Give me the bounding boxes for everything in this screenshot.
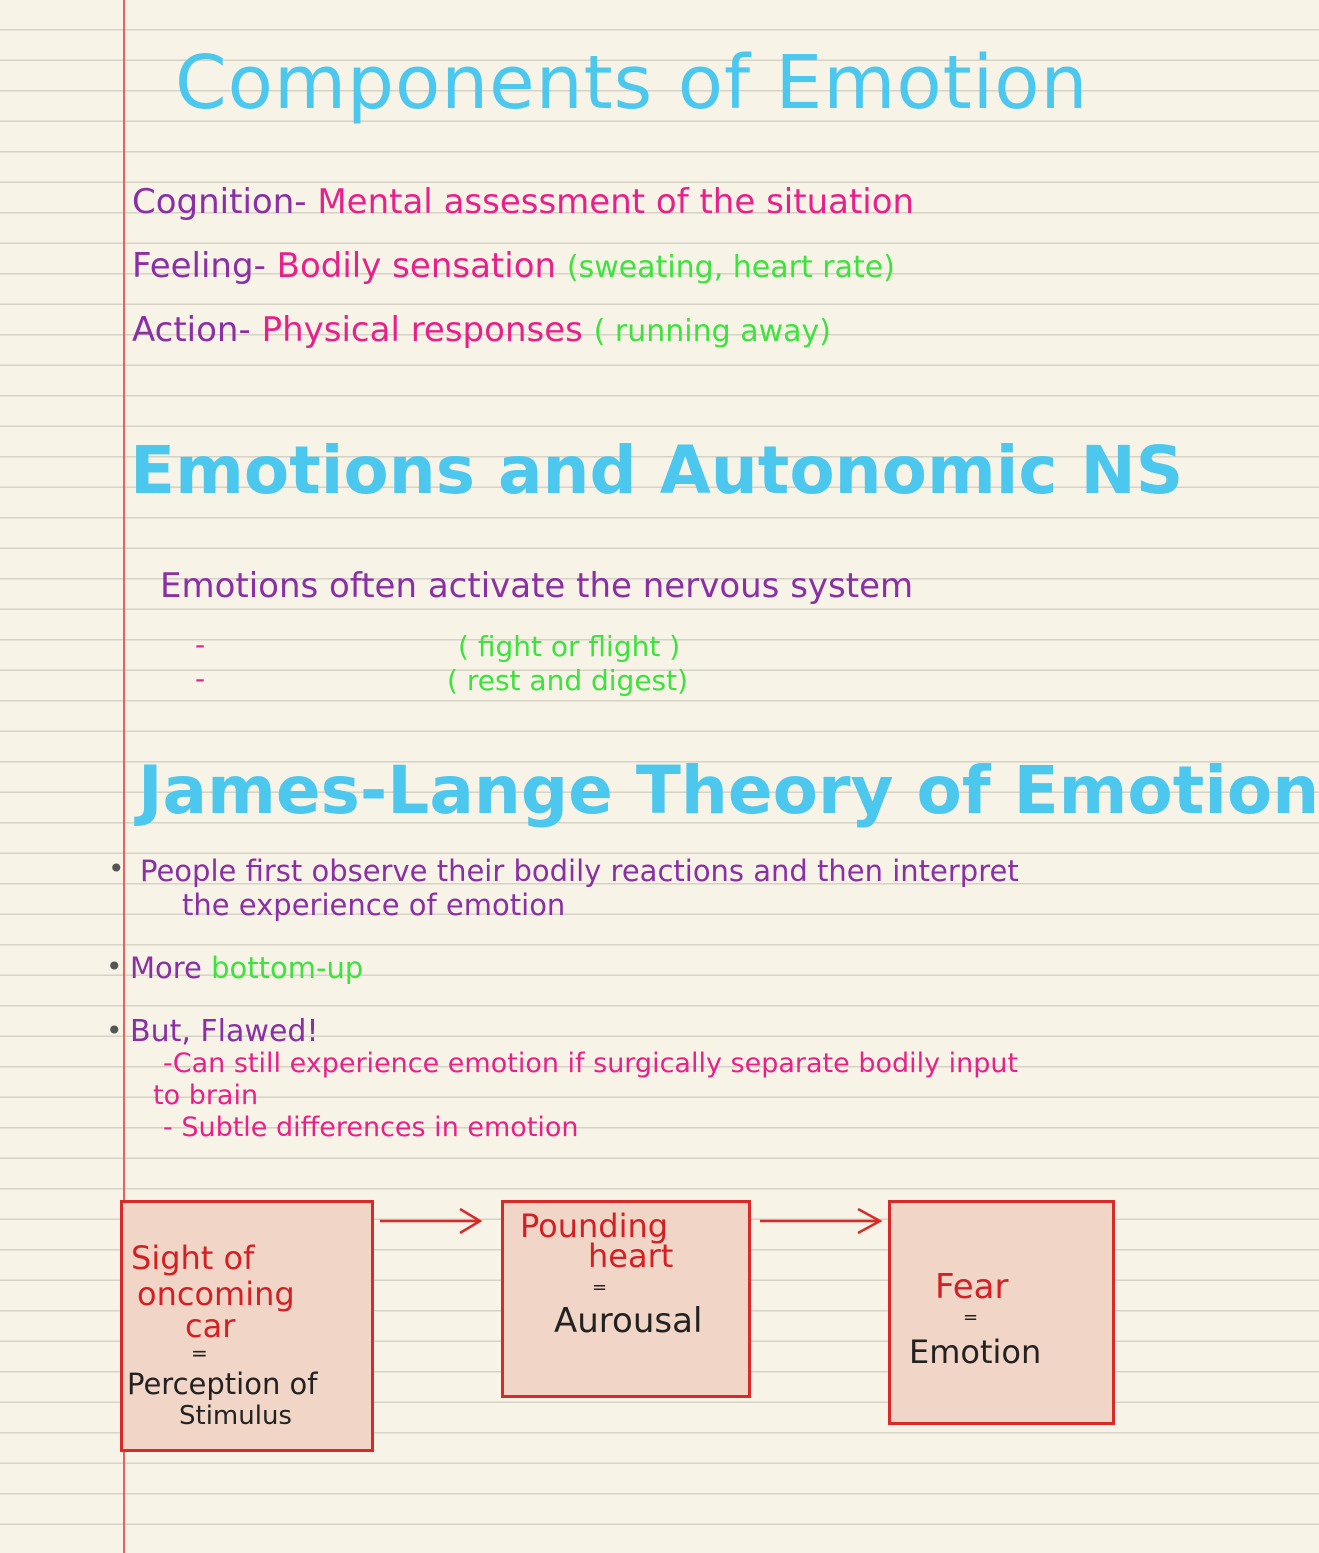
box-line: Fear xyxy=(935,1267,1009,1307)
box-label: Aurousal xyxy=(554,1301,703,1341)
bullet-note: ( fight or flight ) xyxy=(458,630,681,663)
point2-prefix: More xyxy=(130,951,202,985)
bullet-dot: • xyxy=(106,950,123,983)
bullet-note: ( rest and digest) xyxy=(447,664,689,697)
box-line: heart xyxy=(588,1237,674,1275)
flaw1-line2: to brain xyxy=(153,1080,259,1111)
box-eq: = xyxy=(191,1341,208,1365)
box-line: Sight of xyxy=(131,1239,255,1277)
box-line: car xyxy=(185,1307,236,1345)
component-desc: Bodily sensation xyxy=(276,246,557,286)
diagram-box-arousal xyxy=(501,1200,751,1398)
component-term: Action xyxy=(132,310,239,350)
diagram-box-stimulus xyxy=(120,1200,374,1452)
component-desc: Physical responses xyxy=(261,310,583,350)
component-example: ( running away) xyxy=(593,314,831,349)
bullet-dash: - xyxy=(195,662,206,695)
component-action xyxy=(132,310,831,350)
bullet-dot: • xyxy=(108,852,125,885)
point2-highlight: bottom-up xyxy=(211,951,364,985)
component-term: Cognition xyxy=(132,182,295,222)
component-sep: - xyxy=(294,182,307,222)
component-cognition xyxy=(132,182,914,222)
flaw1-line1: -Can still experience emotion if surgically separate bodily input xyxy=(163,1048,1019,1079)
diagram-box-emotion xyxy=(888,1200,1115,1425)
point1-line2: the experience of emotion xyxy=(182,888,566,922)
component-term: Feeling xyxy=(132,246,254,286)
page-title: Components of Emotion xyxy=(175,40,1089,126)
point1-line1: People first observe their bodily reactions and then interpret xyxy=(140,854,1019,888)
box-label: Emotion xyxy=(909,1333,1042,1371)
bullet-dash: - xyxy=(195,628,206,661)
box-label: Perception of xyxy=(127,1367,318,1401)
box-line: Pounding xyxy=(520,1207,669,1245)
box-eq: = xyxy=(963,1307,979,1328)
section-heading-autonomic: Emotions and Autonomic NS xyxy=(130,432,1184,509)
component-sep: - xyxy=(253,246,266,286)
box-label: Stimulus xyxy=(179,1401,292,1431)
bullet-dot: • xyxy=(106,1014,123,1047)
component-desc: Mental assessment of the situation xyxy=(317,182,915,222)
component-example: (sweating, heart rate) xyxy=(566,250,895,285)
point3: But, Flawed! xyxy=(130,1014,319,1049)
component-feeling xyxy=(132,246,895,286)
section-heading-james-lange: James-Lange Theory of Emotion xyxy=(138,752,1319,829)
box-line: oncoming xyxy=(137,1275,295,1313)
section2-intro: Emotions often activate the nervous system xyxy=(160,566,914,606)
box-eq: = xyxy=(592,1277,608,1298)
component-sep: - xyxy=(238,310,251,350)
arrow-right-icon xyxy=(378,1205,486,1239)
arrow-right-icon xyxy=(758,1205,886,1239)
flaw2: - Subtle differences in emotion xyxy=(163,1112,579,1143)
point2 xyxy=(130,951,363,985)
